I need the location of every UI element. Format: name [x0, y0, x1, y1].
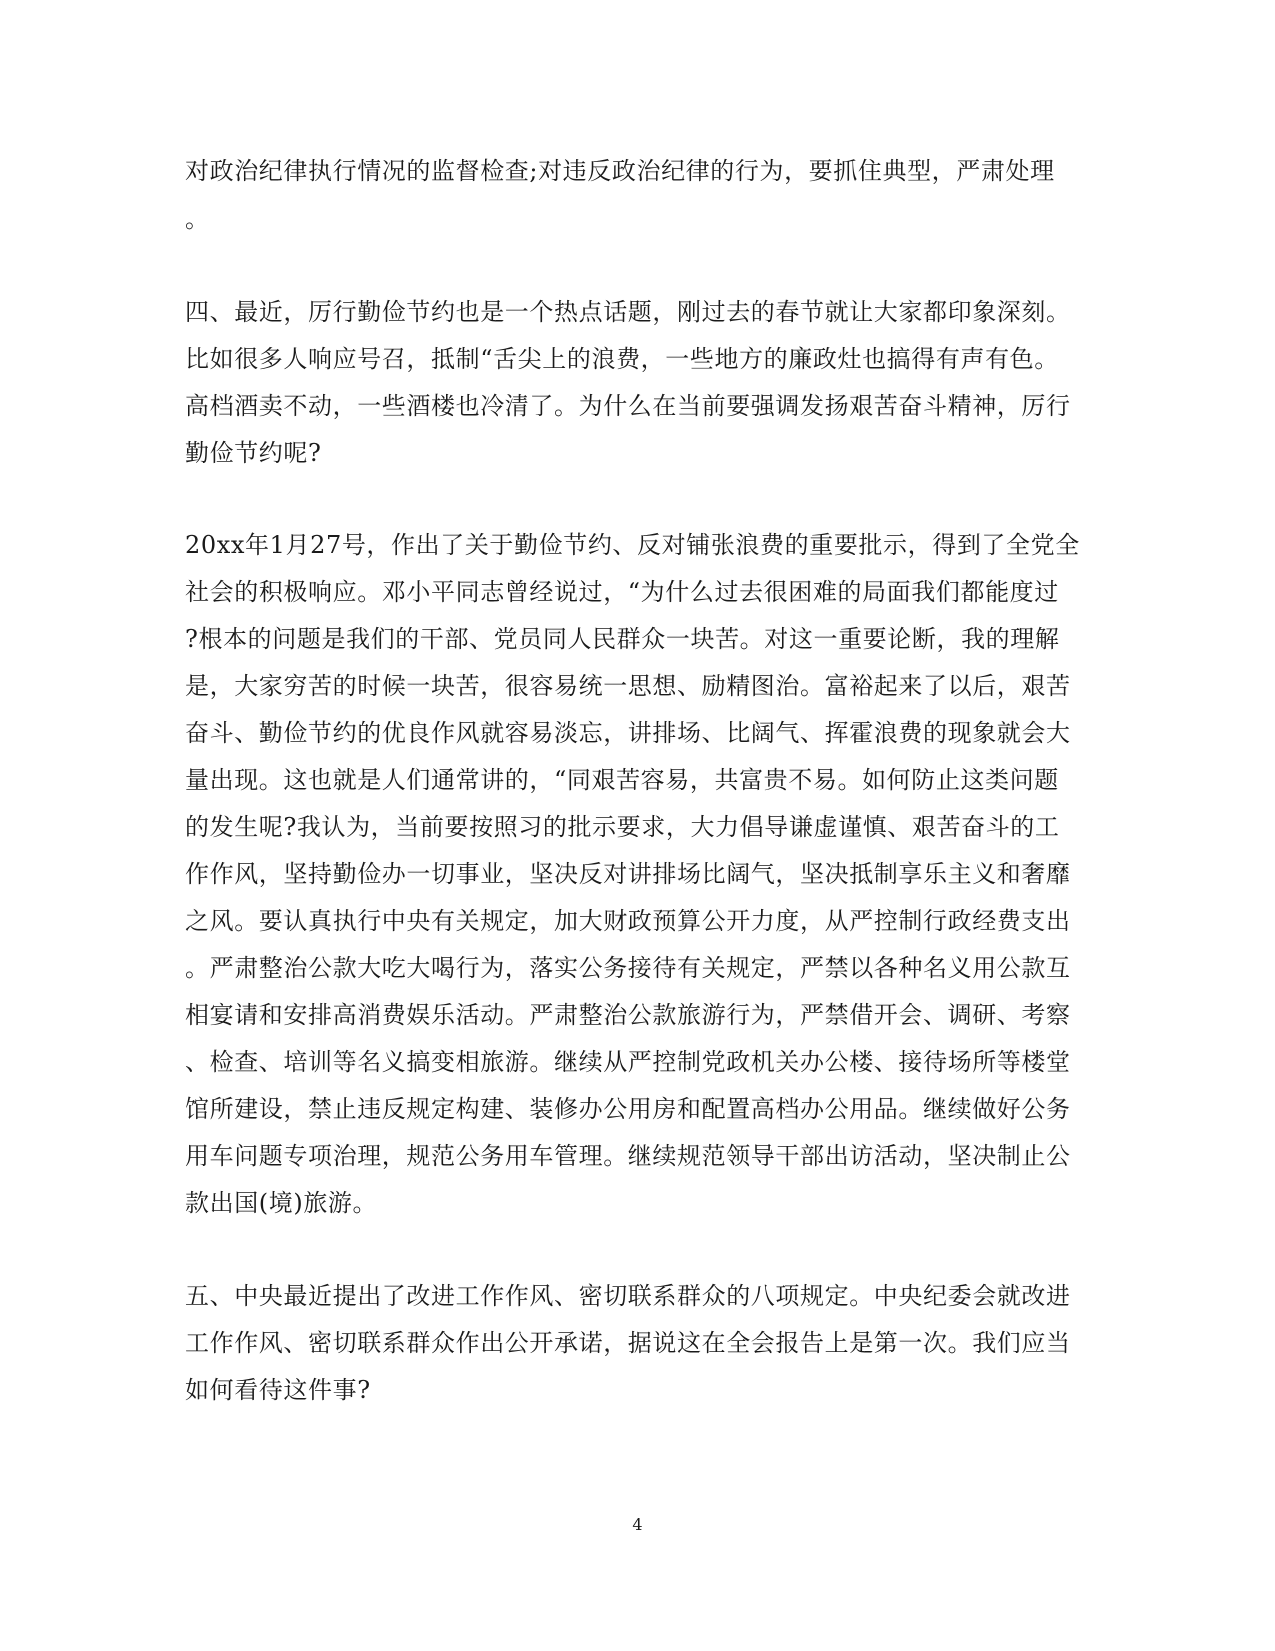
- text-line: 高档酒卖不动，一些酒楼也冷清了。为什么在当前要强调发扬艰苦奋斗精神，厉行: [185, 392, 1071, 420]
- text-line: 量出现。这也就是人们通常讲的，“同艰苦容易，共富贵不易。如何防止这类问题: [185, 766, 1059, 794]
- text-line: 五、中央最近提出了改进工作作风、密切联系群众的八项规定。中央纪委会就改进: [185, 1282, 1071, 1310]
- text-line: 的发生呢?我认为，当前要按照习的批示要求，大力倡导谦虚谨慎、艰苦奋斗的工: [185, 813, 1060, 841]
- text-line: 款出国(境)旅游。: [185, 1189, 378, 1217]
- text-line: 用车问题专项治理，规范公务用车管理。继续规范领导干部出访活动，坚决制止公: [185, 1142, 1071, 1170]
- text-line: 工作作风、密切联系群众作出公开承诺，据说这在全会报告上是第一次。我们应当: [185, 1329, 1071, 1357]
- text-line: 勤俭节约呢?: [185, 439, 322, 467]
- text-line: 。严肃整治公款大吃大喝行为，落实公务接待有关规定，严禁以各种名义用公款互: [185, 954, 1071, 982]
- text-line: 比如很多人响应号召，抵制“舌尖上的浪费，一些地方的廉政灶也搞得有声有色。: [185, 345, 1059, 373]
- text-line: 社会的积极响应。邓小平同志曾经说过，“为什么过去很困难的局面我们都能度过: [185, 578, 1059, 606]
- page-number: 4: [632, 1515, 643, 1534]
- text-line: 四、最近，厉行勤俭节约也是一个热点话题，刚过去的春节就让大家都印象深刻。: [185, 298, 1071, 326]
- text-line: 。: [185, 205, 210, 233]
- text-line: 相宴请和安排高消费娱乐活动。严肃整治公款旅游行为，严禁借开会、调研、考察: [185, 1001, 1071, 1029]
- text-line: 、检查、培训等名义搞变相旅游。继续从严控制党政机关办公楼、接待场所等楼堂: [185, 1048, 1071, 1076]
- text-line: ?根本的问题是我们的干部、党员同人民群众一块苦。对这一重要论断，我的理解: [185, 625, 1060, 653]
- text-line: 是，大家穷苦的时候一块苦，很容易统一思想、励精图治。富裕起来了以后，艰苦: [185, 672, 1071, 700]
- text-line: 作作风，坚持勤俭办一切事业，坚决反对讲排场比阔气，坚决抵制享乐主义和奢靡: [185, 860, 1071, 888]
- text-line: 之风。要认真执行中央有关规定，加大财政预算公开力度，从严控制行政经费支出: [185, 907, 1071, 935]
- text-line: 馆所建设，禁止违反规定构建、装修办公用房和配置高档办公用品。继续做好公务: [185, 1095, 1071, 1123]
- text-line: 20xx年1月27号，作出了关于勤俭节约、反对铺张浪费的重要批示，得到了全党全: [185, 531, 1080, 559]
- text-line: 对政治纪律执行情况的监督检查;对违反政治纪律的行为，要抓住典型，严肃处理: [185, 157, 1055, 185]
- text-line: 奋斗、勤俭节约的优良作风就容易淡忘，讲排场、比阔气、挥霍浪费的现象就会大: [185, 719, 1071, 747]
- text-line: 如何看待这件事?: [185, 1376, 371, 1404]
